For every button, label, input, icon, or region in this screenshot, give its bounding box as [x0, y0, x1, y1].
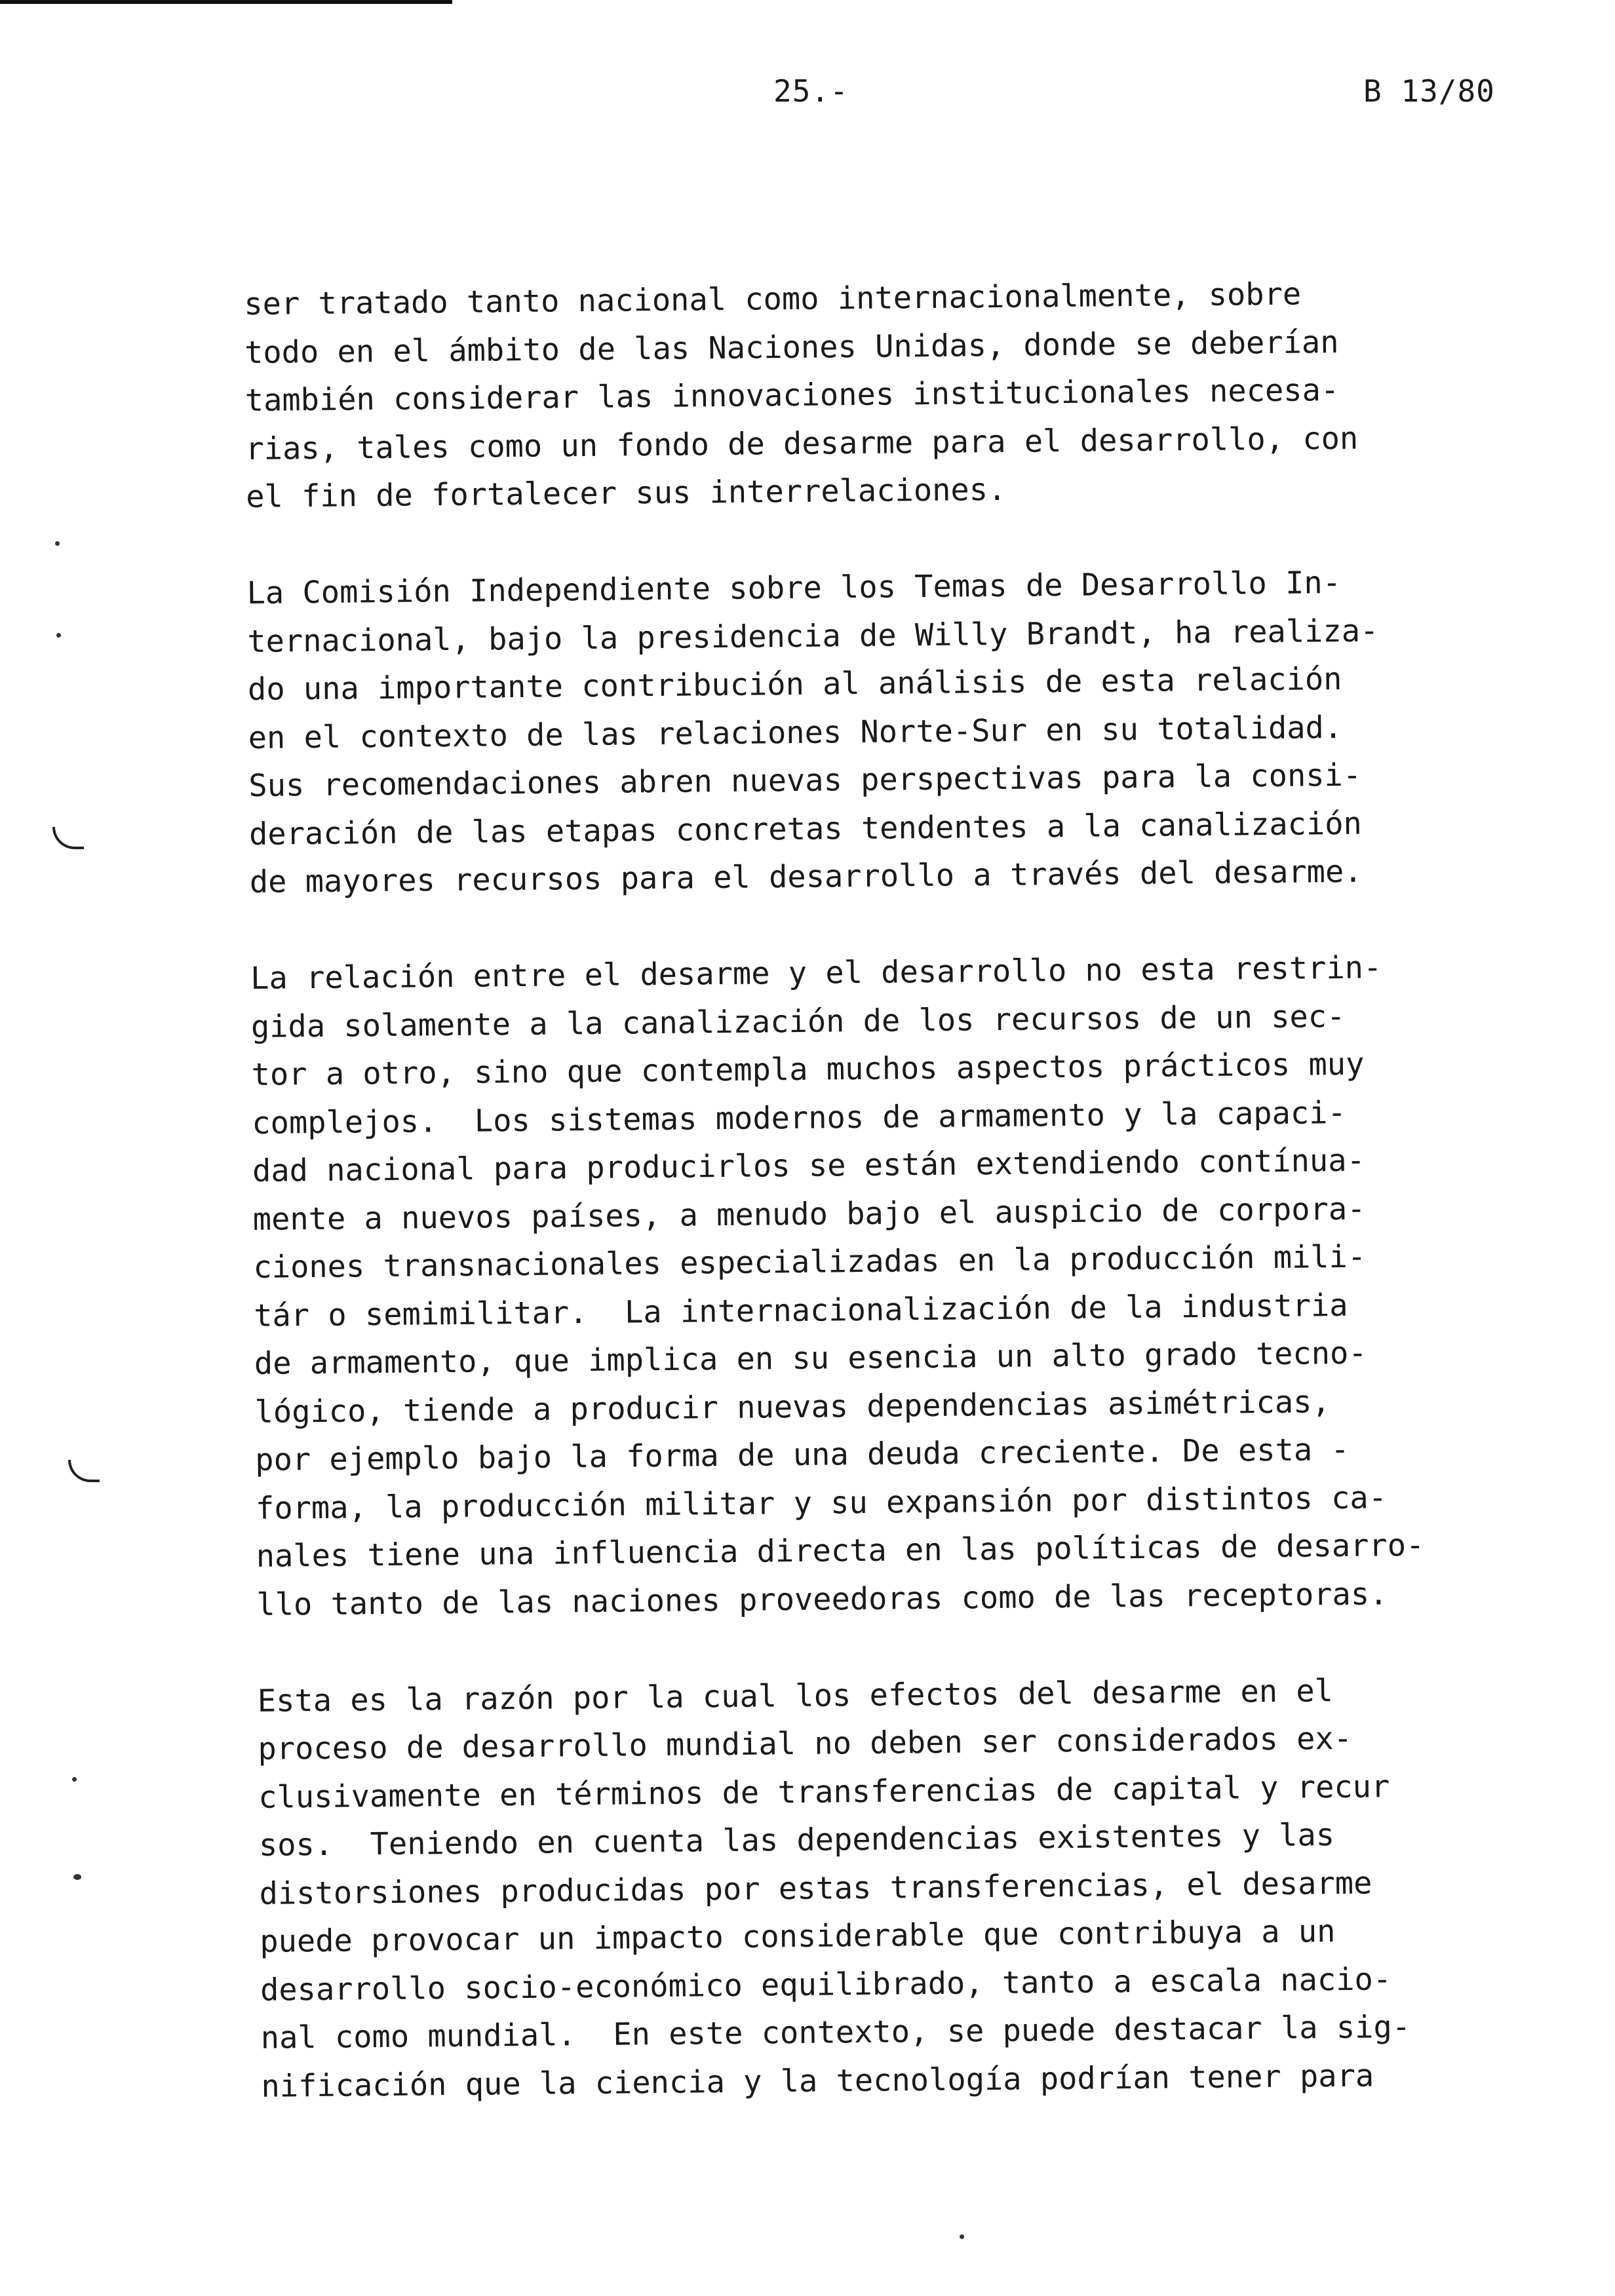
paragraph	[244, 268, 1530, 521]
text-line: de armamento, que implica en su esencia un alto grado tecno-	[254, 1335, 1367, 1382]
text-line: de mayores recursos para el desarrollo a través del desarme.	[249, 853, 1363, 900]
text-line: por ejemplo bajo la forma de una deuda creciente. De esta -	[255, 1431, 1350, 1478]
top-edge-rule	[0, 0, 452, 4]
text-line: clusivamente en términos de transferencias de capital y recur	[258, 1768, 1390, 1816]
paragraph	[257, 1665, 1546, 2111]
paragraph	[246, 557, 1534, 906]
text-line: nal como mundial. En este contexto, se puede destacar la sig-	[260, 2009, 1411, 2056]
text-line: todo en el ámbito de las Naciones Unidas, donde se deberían	[244, 324, 1339, 371]
text-line: dad nacional para producirlos se están extendiendo contínua-	[252, 1142, 1366, 1189]
page-number: 25.-	[773, 73, 849, 109]
text-line: desarrollo socio-económico equilibrado, tanto a escala nacio-	[260, 1961, 1392, 2008]
text-line: mente a nuevos países, a menudo bajo el auspicio de corpora-	[252, 1191, 1366, 1238]
body-text	[244, 268, 1546, 2158]
text-line: distorsiones producidas por estas transferencias, el desarme	[259, 1865, 1372, 1912]
margin-speck	[72, 1777, 77, 1782]
text-line: el fin de fortalecer sus interrelaciones.	[245, 471, 1007, 515]
text-line: proceso de desarrollo mundial no deben ser considerados ex-	[258, 1720, 1353, 1767]
text-line: en el contexto de las relaciones Norte-Sur en su totalidad.	[248, 709, 1343, 756]
text-line: La Comisión Independiente sobre los Temas de Desarrollo In-	[246, 564, 1342, 611]
paragraph	[250, 942, 1542, 1629]
text-line: nales tiene una influencia directa en las políticas de desarro-	[256, 1527, 1425, 1575]
margin-speck	[73, 1874, 81, 1880]
text-line: deración de las etapas concretas tendentes a la canalización	[248, 805, 1363, 852]
text-line: gida solamente a la canalización de los recursos de un sec-	[250, 998, 1346, 1045]
text-line: tor a otro, sino que contempla muchos aspectos prácticos muy	[251, 1046, 1365, 1093]
margin-speck	[56, 633, 61, 638]
text-line: forma, la producción militar y su expansión por distintos ca-	[255, 1479, 1388, 1527]
text-line: do una importante contribución al análisis de esta relación	[247, 660, 1342, 708]
margin-bracket-mark	[52, 827, 84, 849]
text-line: La relación entre el desarme y el desarrollo no esta restrin-	[250, 949, 1382, 997]
text-line: también considerar las innovaciones institucionales necesa-	[244, 372, 1340, 419]
bottom-speck	[960, 2234, 964, 2239]
document-code: B 13/80	[1363, 73, 1495, 109]
text-line: puede provocar un impacto considerable que contribuya a un	[260, 1913, 1336, 1960]
text-line: Esta es la razón por la cual los efectos del desarme en el	[257, 1672, 1334, 1719]
text-line: tár o semimilitar. La internacionalización de la industria	[253, 1287, 1348, 1334]
text-line: rias, tales como un fondo de desarme para el desarrollo, con	[245, 420, 1359, 467]
text-line: lógico, tiende a producir nuevas dependencias asimétricas,	[254, 1383, 1331, 1430]
text-line: ser tratado tanto nacional como internacionalmente, sobre	[244, 276, 1302, 322]
text-line: llo tanto de las naciones proveedoras como de las receptoras.	[256, 1575, 1388, 1623]
margin-speck	[55, 541, 60, 546]
text-line: Sus recomendaciones abren nuevas perspectivas para la consi-	[248, 757, 1362, 804]
margin-bracket-mark	[68, 1460, 100, 1482]
text-line: nificación que la ciencia y la tecnología podrían tener para	[261, 2057, 1374, 2105]
text-line: ternacional, bajo la presidencia de Willy Brandt, ha realiza-	[247, 612, 1379, 660]
text-line: ciones transnacionales especializadas en la producción mili-	[253, 1238, 1367, 1286]
text-line: complejos. Los sistemas modernos de armamento y la capaci-	[252, 1094, 1347, 1141]
text-line: sos. Teniendo en cuenta las dependencias existentes y las	[258, 1817, 1335, 1864]
